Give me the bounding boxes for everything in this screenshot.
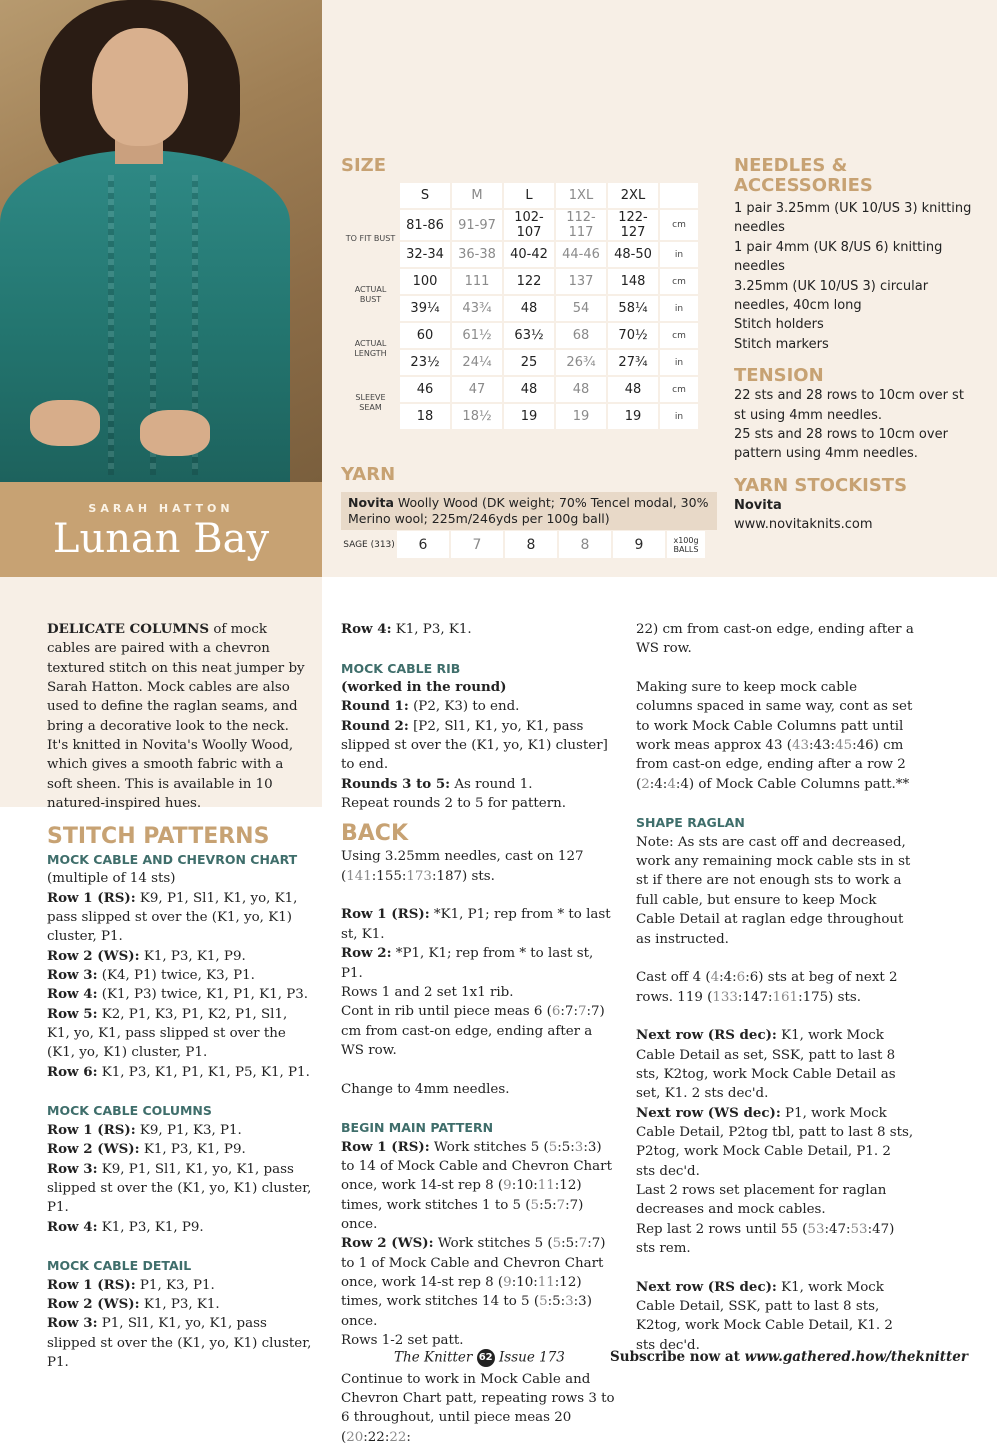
cell: 6 <box>397 531 449 558</box>
text-run: 141 <box>346 868 372 884</box>
text-run: 9 <box>503 1178 512 1194</box>
pattern-row <box>47 1295 312 1314</box>
tension-line: 25 sts and 28 rows to 10cm over pattern using 4mm needles. <box>734 427 948 462</box>
main-pattern-title: BEGIN MAIN PATTERN <box>341 1120 494 1136</box>
text-run: 20 <box>346 1429 364 1445</box>
row-label: Row 1 (RS): <box>47 1121 136 1138</box>
unit-cell: in <box>660 404 698 429</box>
row-text: K1, P3, K1, P9. <box>139 1142 246 1158</box>
model-photo <box>0 0 322 482</box>
row-text: K1, P3, K1. <box>139 1296 220 1312</box>
cell: 137 <box>556 269 606 294</box>
chevron-chart-title: MOCK CABLE AND CHEVRON CHART <box>47 852 298 867</box>
cell: 100 <box>400 269 450 294</box>
cell: 111 <box>452 269 502 294</box>
unit-cell: cm <box>660 323 698 348</box>
text-run: :5: <box>561 1236 579 1252</box>
page-number: 62 <box>477 1349 495 1367</box>
row-label: Row 2 (WS): <box>341 1235 434 1252</box>
text-run: Continue to work in Mock Cable and Chevron Chart patt, repeating rows 3 to 6 throughout, until piece meas 20 ( <box>341 1371 615 1445</box>
row-label: Row 4: <box>341 621 392 637</box>
yarn-brand: Novita <box>348 495 394 510</box>
set-patt: Rows 1-2 set patt. <box>341 1333 464 1349</box>
cell: 68 <box>556 323 606 348</box>
cell: 48 <box>504 377 554 402</box>
cell: 18½ <box>452 404 502 429</box>
pattern-row <box>47 1314 312 1372</box>
pattern-row <box>341 717 619 775</box>
cast-off-text <box>636 968 914 1007</box>
size-l: L <box>504 183 554 208</box>
text-run: 5 <box>548 1139 558 1155</box>
cell: 8 <box>505 531 557 558</box>
cont-end: 22) cm from cast-on edge, ending after a WS row. <box>636 622 914 657</box>
text-run: Work stitches 5 ( <box>429 1139 549 1155</box>
cell: 43¾ <box>452 296 502 321</box>
text-run: :155: <box>371 868 407 884</box>
designer-name: SARAH HATTON <box>88 502 234 515</box>
cell: 44-46 <box>556 242 606 267</box>
pattern-row <box>341 1234 619 1331</box>
text-run: :4: <box>719 970 737 986</box>
tension-line: 22 sts and 28 rows to 10cm over st st using 4mm needles. <box>734 388 964 423</box>
pattern-row <box>341 775 619 794</box>
table-row <box>343 269 698 294</box>
row-text: P1, work Mock Cable Detail, P2tog tbl, patt to last 8 sts, P2tog, work Mock Cable Detail, P1. 2 sts dec'd. <box>636 1105 914 1179</box>
footer-magazine <box>394 1349 565 1367</box>
change-needles: Change to 4mm needles. <box>341 1081 510 1097</box>
row-label: Next row (RS dec): <box>636 1278 777 1295</box>
pattern-row <box>47 1063 312 1082</box>
cell: 32-34 <box>400 242 450 267</box>
pattern-row <box>341 697 619 716</box>
yarn-description <box>341 492 717 530</box>
row-text: K1, P3, K1, P9. <box>97 1219 204 1235</box>
cell: 25 <box>504 350 554 375</box>
tension-heading: TENSION <box>734 365 824 387</box>
text-run: 2 <box>641 776 650 792</box>
cell: 122 <box>504 269 554 294</box>
text-run: 7 <box>577 1004 587 1020</box>
row-text: K1, work Mock Cable Detail, SSK, patt to last 8 sts, K2tog, work Mock Cable Detail, K1. 2 sts dec'd. <box>636 1279 893 1353</box>
subscribe-url[interactable]: www.gathered.how/theknitter <box>744 1349 968 1365</box>
text-run: 3 <box>574 1139 584 1155</box>
text-run: :46) cm from cast-on edge, ending after a row 2 ( <box>636 738 906 792</box>
text-run: 22 <box>389 1429 407 1445</box>
row-text: P1, Sl1, K1, yo, K1, pass slipped st over the (K1, yo, K1) cluster, P1. <box>47 1316 312 1370</box>
cell: 46 <box>400 377 450 402</box>
chevron-note: (multiple of 14 sts) <box>47 871 176 887</box>
rep-text <box>636 1220 914 1259</box>
intro-text: of mock cables are paired with a chevron textured stitch on this neat jumper by Sarah Hatton. Mock cables are also used to define the raglan seams, and bring a decorative look to the neck. It's knitted in Novita's Woolly Wood, which gives a smooth fabric with a soft sheen. This is available in 10 natured-inspired hues. <box>47 622 305 812</box>
text-run: Cast off 4 ( <box>636 970 711 986</box>
cell: 24¼ <box>452 350 502 375</box>
cell: 148 <box>608 269 658 294</box>
rib-title: MOCK CABLE RIB <box>341 660 461 676</box>
row-label: Row 4: <box>47 1218 98 1235</box>
pattern-row <box>47 947 312 966</box>
text-run: 45 <box>835 738 853 754</box>
row-text: [P2, Sl1, K1, yo, K1, pass slipped st over the (K1, yo, K1) cluster] to end. <box>341 718 608 773</box>
cell: 26¾ <box>556 350 606 375</box>
materials-column <box>734 156 974 535</box>
stockist-name: Novita <box>734 497 782 513</box>
cell: 8 <box>559 531 611 558</box>
cell: 23½ <box>400 350 450 375</box>
footer-subscribe <box>610 1349 968 1365</box>
cell: 61½ <box>452 323 502 348</box>
row-label: Row 2: <box>341 945 392 962</box>
pattern-row <box>47 1121 312 1140</box>
row-text: (P2, K3) to end. <box>408 699 520 715</box>
yarn-table <box>341 529 707 560</box>
row-text: *K1, P1; rep from * to last st, K1. <box>341 907 611 942</box>
text-run: :10: <box>511 1275 538 1290</box>
text-run: Using 3.25mm needles, cast on 127 ( <box>341 849 584 884</box>
text-run: :7: <box>560 1004 578 1020</box>
last-two-rows: Last 2 rows set placement for raglan decreases and mock cables. <box>636 1182 887 1218</box>
text-run: :3) once. <box>341 1294 592 1329</box>
size-table <box>341 181 700 431</box>
rib-subtitle: (worked in the round) <box>341 679 507 696</box>
text-run: :5: <box>557 1139 575 1155</box>
continue-text <box>341 1370 619 1447</box>
magazine-name: The Knitter <box>394 1349 473 1366</box>
cell: 48-50 <box>608 242 658 267</box>
list-item: Stitch holders <box>734 317 824 333</box>
text-run: :7) cm from cast-on edge, ending after a WS row. <box>341 1004 605 1058</box>
column-1 <box>47 620 307 813</box>
issue-number: Issue 173 <box>498 1349 565 1366</box>
stockists-heading: YARN STOCKISTS <box>734 474 908 496</box>
text-run: :175) sts. <box>798 989 862 1005</box>
stockist-url[interactable]: www.novitaknits.com <box>734 517 873 533</box>
cell: 18 <box>400 404 450 429</box>
row-label: Row 2 (WS): <box>47 947 140 964</box>
unit-cell: cm <box>660 377 698 402</box>
cell: 47 <box>452 377 502 402</box>
back-heading: BACK <box>341 821 408 847</box>
row-label: Next row (WS dec): <box>636 1104 781 1121</box>
shade-label: SAGE (313) <box>343 539 395 550</box>
text-run: :10: <box>511 1178 538 1194</box>
cell: 36-38 <box>452 242 502 267</box>
row-label: TO FIT BUST <box>345 233 396 243</box>
making-sure-text <box>636 678 914 794</box>
pattern-row <box>341 620 619 639</box>
unit-cell: cm <box>660 210 698 240</box>
row-label: Row 3: <box>47 967 98 984</box>
pattern-row <box>47 1140 312 1159</box>
cell: 27¾ <box>608 350 658 375</box>
pattern-row <box>47 1218 312 1237</box>
cell: 58¼ <box>608 296 658 321</box>
row-text: *P1, K1; rep from * to last st, P1. <box>341 946 594 981</box>
row-label: Row 3: <box>47 1160 98 1177</box>
raglan-note: Note: As sts are cast off and decreased, work any remaining mock cable sts in st st if there are not enough sts to work a full cable, but ensure to keep Mock Cable Detail at raglan edge throughout as instructed. <box>636 834 911 947</box>
row-label: Row 4: <box>47 986 98 1003</box>
text-run: 5 <box>552 1236 562 1252</box>
unit-cell: in <box>660 350 698 375</box>
size-s: S <box>400 183 450 208</box>
pattern-row <box>47 1160 312 1218</box>
row-label: Row 2 (WS): <box>47 1295 140 1312</box>
stitch-patterns-heading: STITCH PATTERNS <box>47 824 270 849</box>
stitch-patterns <box>47 824 312 1372</box>
text-run: :12) times, work stitches 1 to 5 ( <box>341 1178 582 1213</box>
cell: 81-86 <box>400 210 450 240</box>
row-label: Rounds 3 to 5: <box>341 775 451 792</box>
cell: 39¼ <box>400 296 450 321</box>
pattern-title: Lunan Bay <box>52 516 270 562</box>
text-run: 53 <box>807 1221 825 1237</box>
cell: 70½ <box>608 323 658 348</box>
cell: 48 <box>608 377 658 402</box>
text-run: 133 <box>712 989 738 1005</box>
pattern-row <box>47 1276 312 1295</box>
cast-on-text <box>341 847 619 886</box>
text-run: :147: <box>737 989 773 1005</box>
needles-heading: NEEDLES & ACCESSORIES <box>734 155 873 196</box>
row-label: Round 1: <box>341 698 409 715</box>
row-label: Row 1 (RS): <box>341 1138 430 1155</box>
cell: 122-127 <box>608 210 658 240</box>
text-run: 4 <box>710 970 720 986</box>
list-item: Stitch markers <box>734 336 829 352</box>
cell: 48 <box>504 296 554 321</box>
text-run: :22: <box>363 1429 390 1445</box>
text-run: Cont in rib until piece meas 6 ( <box>341 1004 552 1020</box>
cont-text <box>341 1002 619 1060</box>
text-run: Work stitches 5 ( <box>433 1236 553 1252</box>
pattern-row <box>341 905 619 944</box>
text-run: :187) sts. <box>431 868 495 884</box>
subscribe-text: Subscribe now at <box>610 1349 745 1365</box>
row-text: P1, K3, P1. <box>135 1277 215 1293</box>
text-run: :47) sts rem. <box>636 1221 895 1256</box>
row-text: (K1, P3) twice, K1, P1, K1, P3. <box>97 987 309 1003</box>
cell: 48 <box>556 377 606 402</box>
table-row <box>343 210 698 240</box>
row-text: K9, P1, K3, P1. <box>135 1122 242 1138</box>
text-run: :6) sts at beg of next 2 rows. 119 ( <box>636 970 898 1005</box>
text-run: 7 <box>556 1197 566 1213</box>
unit-cell: in <box>660 296 698 321</box>
text-run: 5 <box>539 1294 548 1310</box>
row-text: (K4, P1) twice, K3, P1. <box>97 968 255 984</box>
text-run: :12) times, work stitches 14 to 5 ( <box>341 1275 582 1310</box>
row-text: K1, P3, K1, P1, K1, P5, K1, P1. <box>97 1064 310 1080</box>
row-label: Row 6: <box>47 1063 98 1080</box>
list-item: 1 pair 3.25mm (UK 10/US 3) knitting needles <box>734 201 972 236</box>
text-run: 3 <box>565 1294 574 1310</box>
text-run: Rep last 2 rows until 55 ( <box>636 1221 808 1237</box>
text-run: :43: <box>809 738 836 754</box>
cell: 19 <box>608 404 658 429</box>
row-text: K1, P3, K1. <box>391 622 472 637</box>
text-run: :47: <box>824 1221 851 1237</box>
unit-cell: cm <box>660 269 698 294</box>
unit-cell: in <box>660 242 698 267</box>
row-label: Row 5: <box>47 1005 98 1022</box>
text-run: :7) to 1 of Mock Cable and Chevron Chart once, work 14-st rep 8 ( <box>341 1236 606 1290</box>
cell: 9 <box>613 531 665 558</box>
text-run: :4: <box>649 776 668 792</box>
text-run: : <box>406 1429 411 1445</box>
row-label: Row 1 (RS): <box>47 1276 136 1293</box>
row-label: SLEEVE SEAM <box>355 393 386 412</box>
row-label: Row 2 (WS): <box>47 1141 140 1158</box>
text-run: 161 <box>772 989 799 1005</box>
cell: 40-42 <box>504 242 554 267</box>
balls-unit: x100g BALLS <box>667 531 705 558</box>
table-row <box>343 323 698 348</box>
row-text: K9, P1, Sl1, K1, yo, K1, pass slipped st over the (K1, yo, K1) cluster, P1. <box>47 1161 312 1216</box>
list-item: 1 pair 4mm (UK 8/US 6) knitting needles <box>734 239 943 275</box>
text-run: :3) to 14 of Mock Cable and Chevron Chart once, work 14-st rep 8 ( <box>341 1139 612 1194</box>
list-item: 3.25mm (UK 10/US 3) circular needles, 40cm long <box>734 278 929 314</box>
cell: 60 <box>400 323 450 348</box>
column-2 <box>341 620 619 1447</box>
pattern-row <box>341 944 619 983</box>
text-run: :5: <box>539 1197 557 1213</box>
pattern-row <box>47 985 312 1004</box>
row-text: As round 1. <box>450 776 533 792</box>
detail-title: MOCK CABLE DETAIL <box>47 1258 192 1274</box>
raglan-title: SHAPE RAGLAN <box>636 815 745 831</box>
pattern-row <box>341 1138 619 1235</box>
row-text: K2, P1, K3, P1, K2, P1, Sl1, K1, yo, K1, pass slipped st over the (K1, yo, K1) cluster, P1. <box>47 1006 288 1061</box>
yarn-details: Woolly Wood (DK weight; 70% Tencel modal, 30% Merino wool; 225m/246yds per 100g ball) <box>348 495 709 526</box>
text-run: 11 <box>537 1275 555 1290</box>
intro-paragraph <box>47 620 307 813</box>
text-run: :4) of Mock Cable Columns patt.** <box>675 776 910 792</box>
cell: 112-117 <box>556 210 606 240</box>
row-label: Row 1 (RS): <box>341 906 430 923</box>
row-text: K1, P3, K1, P9. <box>139 948 246 964</box>
cell: 7 <box>451 531 503 558</box>
row-label: ACTUAL LENGTH <box>354 339 387 358</box>
pattern-row <box>636 1104 914 1181</box>
intro-lead: DELICATE COLUMNS <box>47 621 210 637</box>
yarn-heading: YARN <box>341 464 396 485</box>
pattern-row <box>47 889 312 947</box>
text-run: 53 <box>850 1221 868 1237</box>
size-header-row <box>343 183 698 208</box>
size-m: M <box>452 183 502 208</box>
size-2xl: 2XL <box>608 183 658 208</box>
pattern-row <box>636 1026 914 1103</box>
row-label: Round 2: <box>341 717 409 734</box>
row-label: Row 3: <box>47 1315 98 1332</box>
rib-repeat: Repeat rounds 2 to 5 for pattern. <box>341 796 566 812</box>
cell: 102-107 <box>504 210 554 240</box>
size-heading: SIZE <box>341 155 387 176</box>
row-text: K1, work Mock Cable Detail as set, SSK, patt to last 8 sts, K2tog, work Mock Cable Detail as set, K1. 2 sts dec'd. <box>636 1028 896 1102</box>
text-run: 5 <box>530 1197 540 1213</box>
text-run: 6 <box>551 1004 561 1020</box>
cell: 54 <box>556 296 606 321</box>
text-run: 4 <box>667 776 676 792</box>
pattern-row <box>636 1278 914 1355</box>
text-run: 6 <box>736 970 746 986</box>
row-label: Row 1 (RS): <box>47 889 136 906</box>
columns-title: MOCK CABLE COLUMNS <box>47 1103 212 1119</box>
rib-note: Rows 1 and 2 set 1x1 rib. <box>341 984 514 1000</box>
cell: 91-97 <box>452 210 502 240</box>
row-label: ACTUAL BUST <box>354 285 387 304</box>
text-run: :5: <box>547 1294 566 1310</box>
pattern-row <box>47 1005 312 1063</box>
text-run: :7) once. <box>341 1197 584 1232</box>
cell: 19 <box>504 404 554 429</box>
table-row <box>343 377 698 402</box>
text-run: 173 <box>406 868 432 884</box>
text-run: 11 <box>537 1178 555 1194</box>
text-run: Making sure to keep mock cable columns spaced in same way, cont as set to work Mock Cable Columns patt until work meas approx 43 ( <box>636 680 913 754</box>
row-text: K9, P1, Sl1, K1, yo, K1, pass slipped st over the (K1, yo, K1) cluster, P1. <box>47 890 298 945</box>
row-label: Next row (RS dec): <box>636 1027 777 1044</box>
text-run: 7 <box>578 1236 588 1252</box>
text-run: 9 <box>503 1275 512 1290</box>
text-run: 43 <box>791 738 809 754</box>
title-band <box>0 482 322 577</box>
cell: 19 <box>556 404 606 429</box>
column-3 <box>636 620 914 1355</box>
cell: 63½ <box>504 323 554 348</box>
size-1xl: 1XL <box>556 183 606 208</box>
pattern-row <box>47 966 312 985</box>
